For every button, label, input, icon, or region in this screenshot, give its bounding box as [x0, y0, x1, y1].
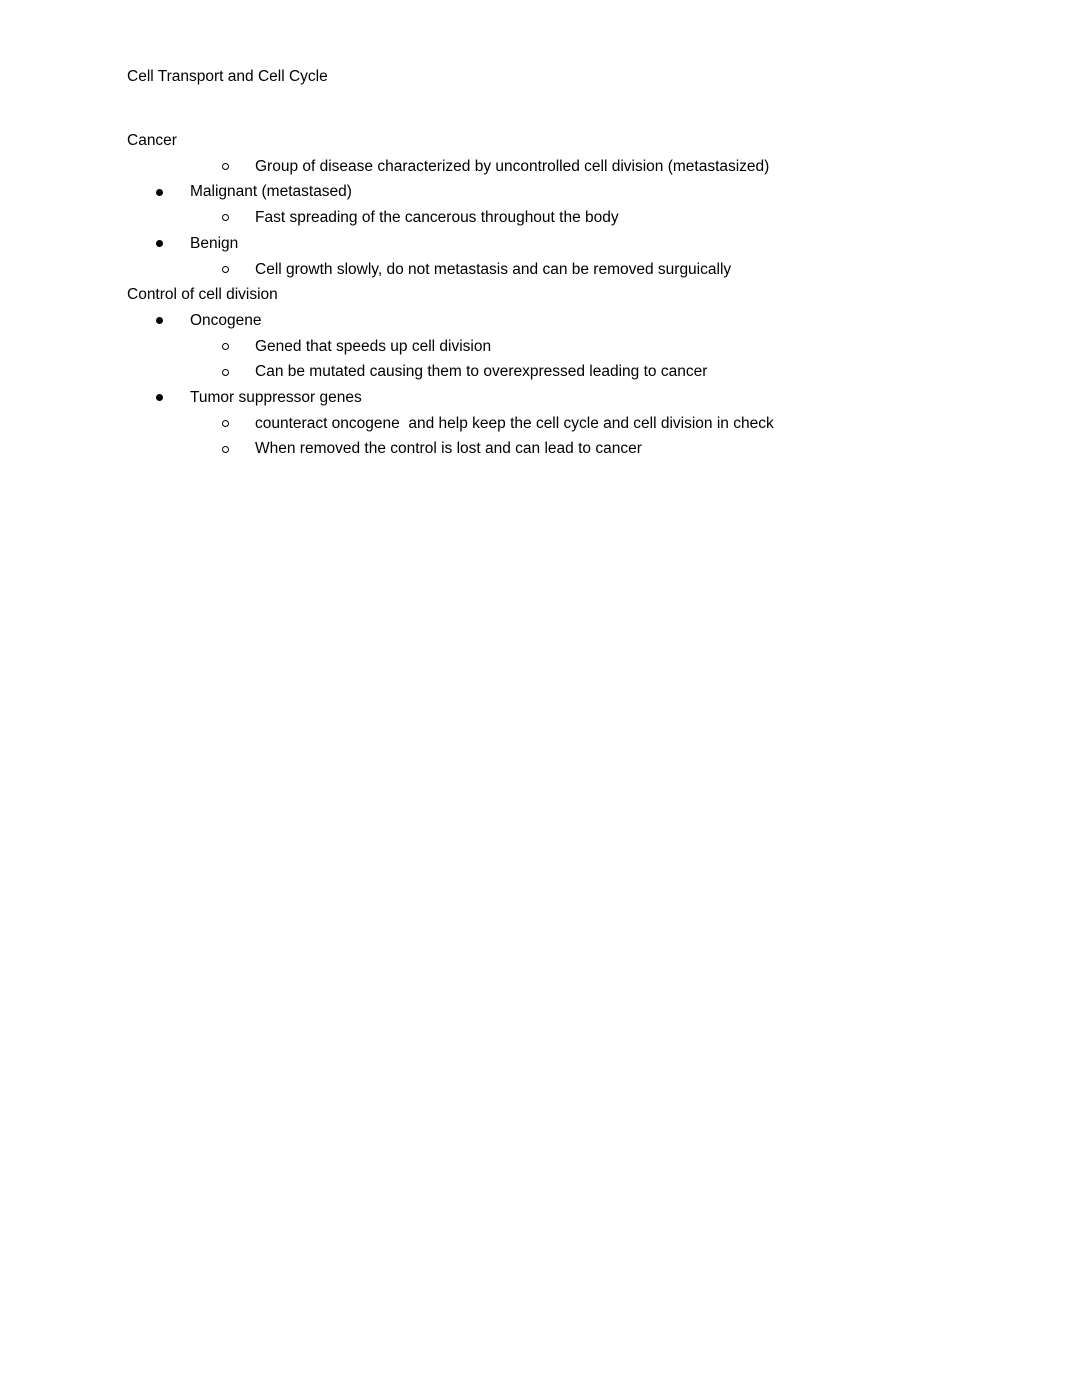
bullet-hollow-icon — [222, 343, 255, 350]
document-lines — [0, 128, 1080, 462]
line-text: Malignant (metastased) — [190, 183, 352, 201]
list-item — [0, 154, 1080, 180]
heading-line — [0, 282, 1080, 308]
list-item — [0, 231, 1080, 257]
bullet-filled-icon — [156, 240, 190, 247]
list-item — [0, 385, 1080, 411]
line-text: Tumor suppressor genes — [190, 389, 362, 407]
hollow-circle-icon — [222, 446, 229, 453]
filled-dot-icon — [156, 317, 163, 324]
list-item — [0, 334, 1080, 360]
document-title: Cell Transport and Cell Cycle — [127, 68, 328, 85]
line-text: Cancer — [127, 132, 177, 149]
bullet-hollow-icon — [222, 214, 255, 221]
line-text: Can be mutated causing them to overexpressed leading to cancer — [255, 363, 708, 381]
list-item — [0, 179, 1080, 205]
bullet-filled-icon — [156, 317, 190, 324]
bullet-hollow-icon — [222, 420, 255, 427]
line-text: Gened that speeds up cell division — [255, 337, 492, 355]
line-text: Oncogene — [190, 311, 262, 329]
list-item — [0, 205, 1080, 231]
list-item — [0, 308, 1080, 334]
line-text: Control of cell division — [127, 286, 278, 304]
list-item — [0, 436, 1080, 462]
filled-dot-icon — [156, 394, 163, 401]
line-text: Benign — [190, 234, 239, 252]
list-item — [0, 257, 1080, 283]
bullet-filled-icon — [156, 189, 190, 196]
line-text: When removed the control is lost and can lead to cancer — [255, 440, 642, 458]
filled-dot-icon — [156, 189, 163, 196]
bullet-hollow-icon — [222, 369, 255, 376]
list-item — [0, 359, 1080, 385]
list-item — [0, 411, 1080, 437]
document-body — [0, 0, 1080, 462]
hollow-circle-icon — [222, 420, 229, 427]
hollow-circle-icon — [222, 343, 229, 350]
hollow-circle-icon — [222, 163, 229, 170]
hollow-circle-icon — [222, 266, 229, 273]
filled-dot-icon — [156, 240, 163, 247]
bullet-hollow-icon — [222, 446, 255, 453]
heading-line — [0, 128, 1080, 154]
bullet-hollow-icon — [222, 266, 255, 273]
bullet-hollow-icon — [222, 163, 255, 170]
line-text: Cell growth slowly, do not metastasis and can be removed surguically — [255, 260, 732, 278]
bullet-filled-icon — [156, 394, 190, 401]
line-text: counteract oncogene and help keep the cell cycle and cell division in check — [255, 414, 774, 432]
hollow-circle-icon — [222, 214, 229, 221]
line-text: Fast spreading of the cancerous throughout the body — [255, 209, 619, 227]
hollow-circle-icon — [222, 369, 229, 376]
line-text: Group of disease characterized by uncontrolled cell division (metastasized) — [255, 157, 770, 175]
